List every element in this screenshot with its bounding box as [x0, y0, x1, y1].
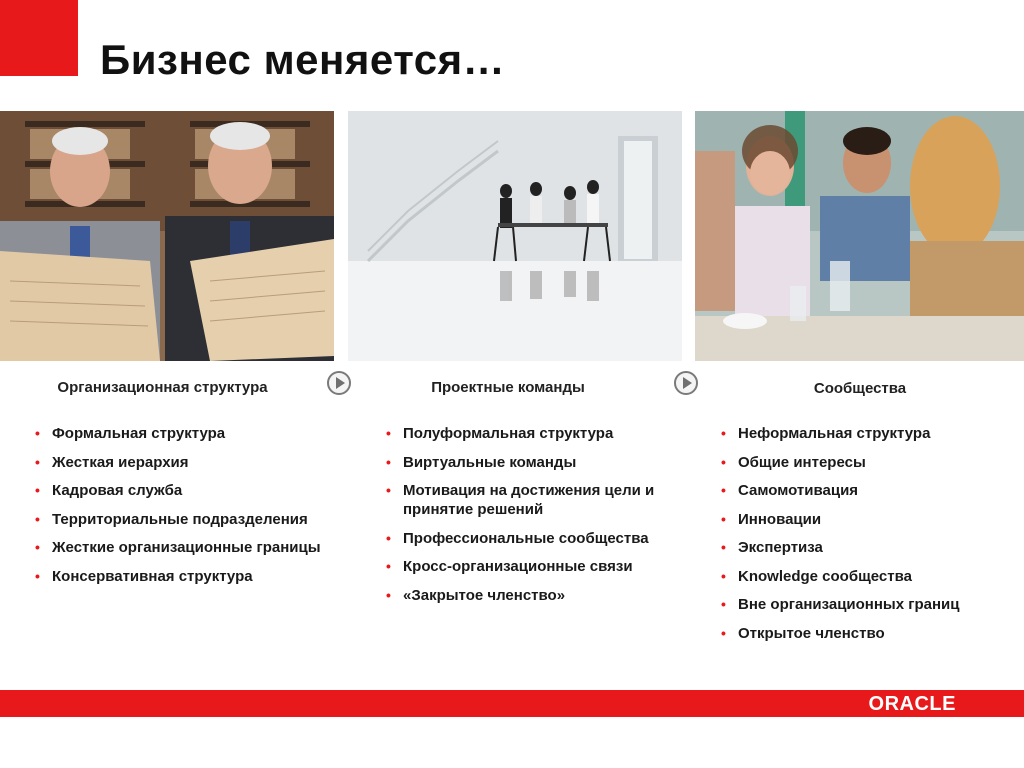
column-heading-org-structure: Организационная структура	[57, 379, 268, 396]
communities-list	[716, 424, 1016, 652]
list-item: • Территориальные подразделения	[30, 510, 330, 529]
list-item: • Жесткие организационные границы	[30, 538, 330, 557]
column-heading-communities: Сообщества	[813, 380, 907, 397]
play-arrow-icon	[327, 371, 351, 395]
list-item: • Вне организационных границ	[716, 595, 1016, 614]
list-item: • Виртуальные команды	[381, 453, 661, 472]
list-item: • Жесткая иерархия	[30, 453, 330, 472]
newspaper-readers-photo	[0, 111, 334, 361]
list-item: • Полуформальная структура	[381, 424, 661, 443]
list-item: • Открытое членство	[716, 624, 1016, 643]
list-item: • Мотивация на достижения цели и принятие решений	[381, 481, 661, 519]
office-meeting-photo	[348, 111, 682, 361]
column-heading-project-teams: Проектные команды	[431, 379, 585, 396]
project-teams-list	[381, 424, 661, 614]
oracle-logo: ORACLE	[868, 693, 956, 715]
list-item: • «Закрытое членство»	[381, 586, 661, 605]
list-item: • Формальная структура	[30, 424, 330, 443]
play-arrow-icon	[674, 371, 698, 395]
list-item: • Инновации	[716, 510, 1016, 529]
slide-title: Бизнес меняется…	[100, 36, 506, 83]
footer-bar	[0, 690, 1024, 717]
list-item: • Кадровая служба	[30, 481, 330, 500]
list-item: • Консервативная структура	[30, 567, 330, 586]
org-structure-list	[30, 424, 330, 595]
corner-accent	[0, 0, 78, 76]
list-item: • Самомотивация	[716, 481, 1016, 500]
list-item: • Кросс-организационные связи	[381, 557, 661, 576]
cafe-group-photo	[695, 111, 1024, 361]
list-item: • Экспертиза	[716, 538, 1016, 557]
list-item: • Knowledge сообщества	[716, 567, 1016, 586]
list-item: • Профессиональные сообщества	[381, 529, 661, 548]
list-item: • Общие интересы	[716, 453, 1016, 472]
list-item: • Неформальная структура	[716, 424, 1016, 443]
